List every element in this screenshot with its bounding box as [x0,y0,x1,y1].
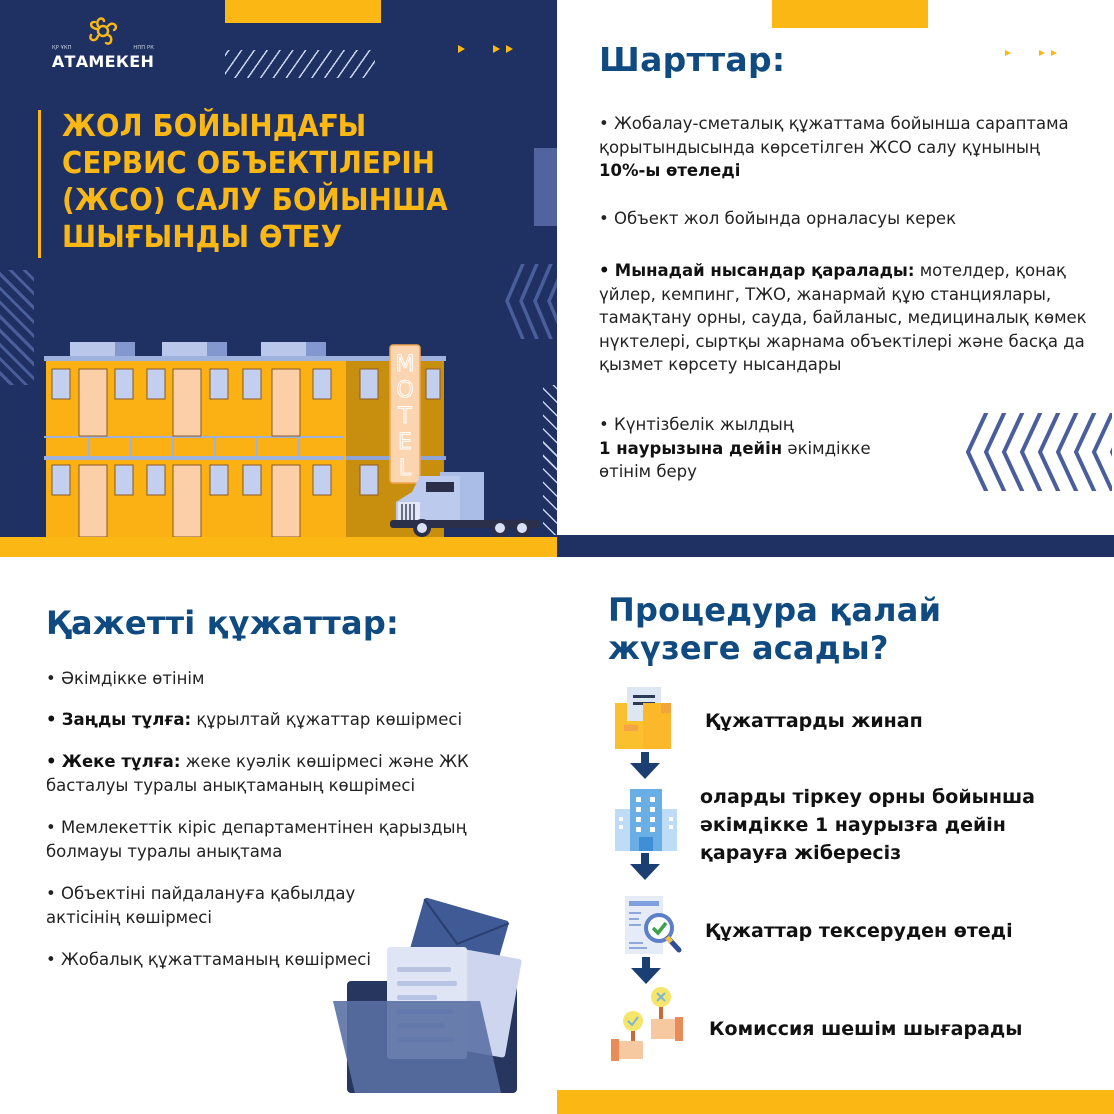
play-arrows-decoration [1005,50,1057,56]
procedure-step-3: Құжаттар тексеруден өтеді [705,920,1013,942]
condition-text: мотелдер, қонақ үйлер, кемпинг, ТЖО, жанармай құю станциялары, тамақтану орны, сауда, байланыс, медициналық көмек нүктелері, сыртқы жарнама объектілері және басқа да қызмет көрсету нысандары [599,261,1087,374]
document-text: Объектіні пайдалануға қабылдау актісінің көшірмесі [46,884,356,927]
folder-documents-illustration [325,897,540,1097]
bullet: • [46,950,56,969]
decorative-yellow-bar [225,0,381,23]
bullet: • [46,818,56,837]
diagonal-lines-decoration [225,50,375,78]
procedure-panel [557,557,1114,1114]
document-text: Әкімдікке өтінім [60,669,205,688]
documents-heading: Қажетті құжаттар: [46,604,399,642]
play-arrows-decoration [458,45,513,53]
step-line: әкімдікке 1 наурызға дейін [700,814,1006,836]
svg-text:L: L [398,456,412,481]
conditions-heading: Шарттар: [599,40,786,79]
document-item [46,708,516,732]
title-panel [0,0,557,557]
arrow-down-icon [629,957,663,985]
title-accent-line [38,110,41,258]
triangle-right-icon [1051,50,1057,56]
condition-item [599,207,1089,231]
triangle-right-icon [1005,50,1011,56]
document-check-magnifier-icon [617,892,687,962]
triangle-right-icon [506,45,513,53]
ground-strip [0,537,557,557]
svg-text:E: E [398,430,412,455]
logo-caption-ru: НПП РК [133,45,154,51]
document-folder-icon [613,685,683,755]
document-item [46,750,486,797]
condition-text: Күнтізбелік жылдың [613,415,794,434]
atameken-ornament-icon [86,15,120,47]
triangle-right-icon [458,45,465,53]
condition-item [599,413,899,484]
step-line: оларды тіркеу орны бойынша [700,786,1035,808]
logo-name: АТАМЕКЕН [51,52,155,71]
voting-hands-icon [609,987,689,1067]
svg-text:M: M [395,352,415,377]
condition-highlight: 10%-ы өтеледі [599,161,741,180]
condition-item [599,112,1089,183]
title-line: ЖОЛ БОЙЫНДАҒЫ [62,109,367,144]
triangle-right-icon [1039,50,1045,56]
decorative-block [534,148,557,226]
arrow-down-icon [628,853,662,881]
decorative-yellow-bar [557,1090,1114,1114]
condition-text: әкімдікке өтінім беру [599,438,871,481]
documents-panel [0,557,557,1114]
document-text: құрылтай құжаттар көшірмесі [196,710,463,729]
title-line: СЕРВИС ОБЪЕКТІЛЕРІН [62,146,436,181]
document-item [46,816,486,863]
chevron-pattern-decoration [966,413,1112,491]
diagonal-stripes-decoration [0,270,34,385]
document-label: Заңды тұлға: [61,710,192,729]
title-line: (ЖСО) САЛУ БОЙЫНША [62,183,448,218]
step-line: қарауға жібересіз [700,842,902,864]
document-text: Мемлекеттік кіріс департаментінен қарыздың болмауы туралы анықтама [46,818,467,861]
page-title [62,108,448,256]
document-label: Жеке тұлға: [61,752,181,771]
condition-text: Объект жол бойында орналасуы керек [613,209,957,228]
motel-illustration [40,342,540,542]
document-text: Жобалық құжаттаманың көшірмесі [60,950,371,969]
svg-text:T: T [398,404,412,429]
procedure-step-2 [700,783,1060,867]
decorative-yellow-bar [772,0,928,28]
procedure-step-4: Комиссия шешім шығарады [709,1018,1023,1040]
chevron-pattern-decoration [505,264,557,339]
title-line: ШЫҒЫНДЫ ӨТЕУ [62,220,343,255]
bullet: • [599,415,609,434]
procedure-step-1: Құжаттарды жинап [705,710,923,732]
triangle-right-icon [493,45,500,53]
svg-text:O: O [396,378,414,403]
bullet: • [46,669,56,688]
conditions-panel [557,0,1114,557]
bullet: • [46,752,57,771]
procedure-heading [608,591,941,667]
condition-label: Мынадай нысандар қаралады: [614,261,915,280]
bullet: • [599,209,609,228]
bullet: • [599,261,610,280]
arrow-down-icon [628,752,662,780]
bullet: • [599,114,609,133]
heading-line: жүзеге асады? [608,629,889,667]
logo-caption-kz: ҚР ҰКП [52,45,72,51]
condition-text: Жобалау-сметалық құжаттама бойынша сараптама қорытындысында көрсетілген ЖСО салу құнының [599,114,1069,157]
bullet: • [46,884,56,903]
office-building-icon [613,787,683,857]
document-text: жеке куәлік көшірмесі және ЖК басталуы туралы анықтаманың көшрімесі [46,752,469,795]
condition-item [599,259,1089,377]
condition-highlight: 1 наурызына дейін [599,438,783,458]
document-item [46,667,516,691]
atameken-logo [48,15,158,75]
decorative-navy-bar [557,535,1114,557]
diagonal-lines-decoration [543,385,557,535]
heading-line: Процедура қалай [608,591,942,629]
bullet: • [46,710,57,729]
